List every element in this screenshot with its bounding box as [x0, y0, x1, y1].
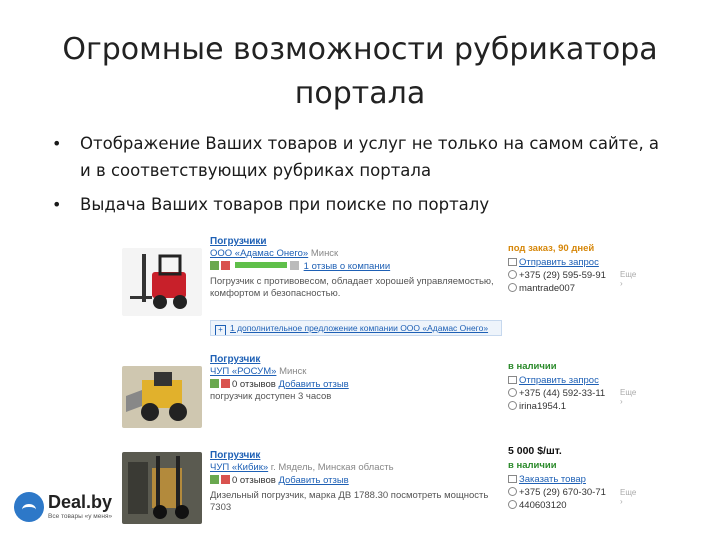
- more-contacts-link[interactable]: Еще ›: [620, 488, 637, 506]
- availability-status: в наличии: [508, 460, 557, 471]
- more-contacts-link[interactable]: Еще ›: [620, 388, 637, 406]
- skype-icon: [508, 500, 517, 509]
- company-link[interactable]: ЧУП «Кибик»: [210, 462, 269, 473]
- more-offers-text: 1 дополнительное предложение компании ООО «Адамас Онего»: [230, 323, 489, 333]
- thumbs-up-icon: [210, 379, 219, 388]
- order-product-link[interactable]: Заказать товар: [519, 474, 586, 485]
- bullet-list: [52, 130, 672, 225]
- product-description: Погрузчик с противовесом, обладает хорошей управляемостью, комфортом и безопасностью.: [210, 276, 494, 299]
- contact-login: 440603120: [519, 500, 567, 511]
- add-review-link[interactable]: Добавить отзыв: [278, 379, 349, 390]
- rating-bar: [235, 262, 287, 268]
- contact-login: irina1954.1: [519, 401, 567, 412]
- envelope-icon: [508, 258, 517, 266]
- logo-tagline: Все товары «у меня»: [48, 513, 113, 520]
- logo-name: Deal.by: [48, 492, 113, 512]
- phone-number: +375 (29) 670-30-71: [519, 487, 606, 498]
- thumbs-up-icon: [210, 261, 219, 270]
- listing-card: [122, 352, 637, 428]
- phone-number: +375 (29) 595-59-91: [519, 270, 606, 281]
- company-city: Минск: [310, 248, 339, 259]
- bullet-item: [52, 191, 672, 218]
- company-city: Минск: [279, 366, 307, 377]
- cart-icon: [508, 475, 517, 483]
- product-title-link[interactable]: Погрузчики: [210, 236, 267, 247]
- loader-yellow-photo: [122, 366, 202, 428]
- phone-number: +375 (44) 592-33-11: [519, 388, 606, 399]
- send-request-link[interactable]: Отправить запрос: [519, 375, 599, 386]
- forklift-red-photo: [122, 248, 202, 316]
- availability-status: под заказ, 90 дней: [508, 243, 595, 254]
- send-request-link[interactable]: Отправить запрос: [519, 257, 599, 268]
- product-description: Дизельный погрузчик, марка ДВ 1788.30 посмотреть мощность 7303: [210, 490, 489, 513]
- listing-card: [122, 445, 637, 524]
- slide-title: Огромные возможности рубрикатора портала: [62, 32, 658, 111]
- envelope-icon: [508, 376, 517, 384]
- flag-icon: [221, 261, 230, 270]
- chevron-down-icon[interactable]: [290, 261, 299, 270]
- deal-by-logo-icon: [14, 492, 44, 522]
- flag-icon: [221, 379, 230, 388]
- forklift-warehouse-photo: [122, 452, 202, 524]
- deal-by-logo: [14, 490, 124, 526]
- product-title-link[interactable]: Погрузчик: [210, 450, 261, 461]
- availability-status: в наличии: [508, 361, 557, 372]
- phone-icon: [508, 487, 517, 496]
- listing-card: [122, 234, 637, 342]
- bullet-dot-icon: •: [52, 134, 62, 153]
- more-offers-link[interactable]: [210, 320, 502, 336]
- contact-login: mantrade007: [519, 283, 575, 294]
- product-price: 5 000 $/шт.: [508, 445, 562, 457]
- expand-plus-icon: +: [215, 325, 226, 336]
- product-title-link[interactable]: Погрузчик: [210, 354, 261, 365]
- phone-icon: [508, 270, 517, 279]
- thumbs-up-icon: [210, 475, 219, 484]
- skype-icon: [508, 283, 517, 292]
- reviews-link[interactable]: 1 отзыв о компании: [303, 261, 391, 272]
- skype-icon: [508, 401, 517, 410]
- reviews-count: 0 отзывов: [232, 379, 276, 390]
- flag-icon: [221, 475, 230, 484]
- bullet-dot-icon: •: [52, 195, 62, 214]
- company-link[interactable]: ООО «Адамас Онего»: [210, 248, 309, 259]
- add-review-link[interactable]: Добавить отзыв: [278, 475, 349, 486]
- bullet-text: Выдача Ваших товаров при поиске по порталу: [80, 195, 490, 214]
- product-description: погрузчик доступен 3 часов: [210, 391, 332, 402]
- company-link[interactable]: ЧУП «РОСУМ»: [210, 366, 277, 377]
- bullet-text: Отображение Ваших товаров и услуг не только на самом сайте, а и в соответствующих рубриках портала: [80, 134, 660, 180]
- reviews-count: 0 отзывов: [232, 475, 276, 486]
- bullet-item: [52, 130, 672, 184]
- more-contacts-link[interactable]: Еще ›: [620, 270, 637, 288]
- company-city: г. Мядель, Минская область: [270, 462, 394, 473]
- phone-icon: [508, 388, 517, 397]
